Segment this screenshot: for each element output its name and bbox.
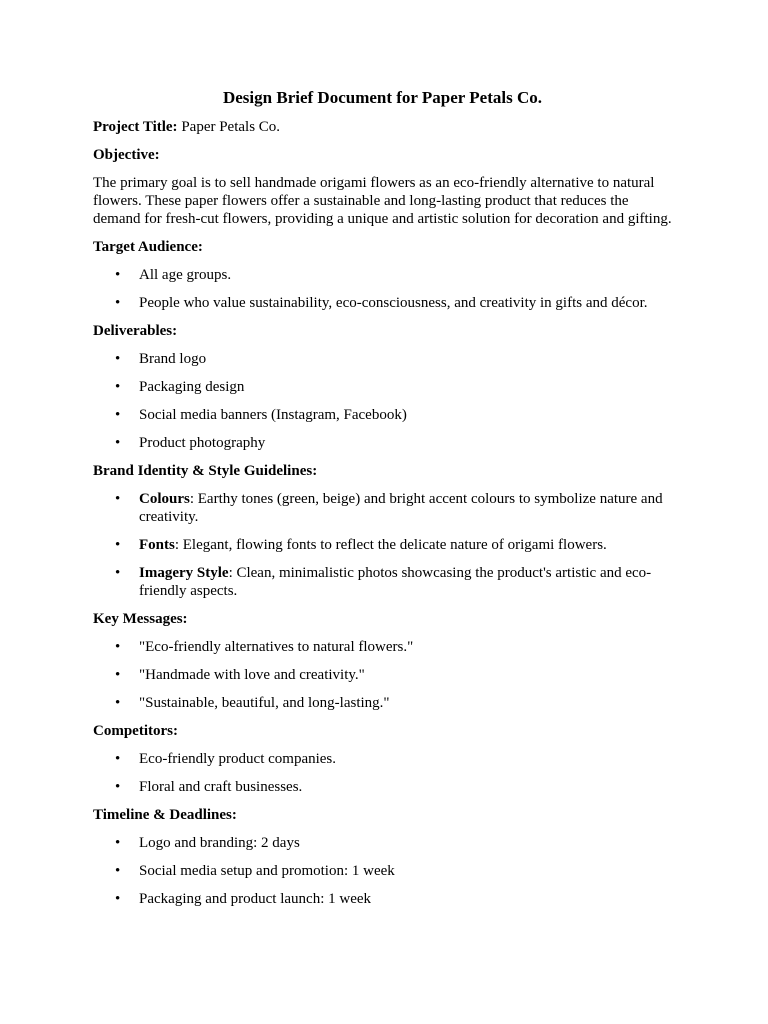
objective-text: The primary goal is to sell handmade origami flowers as an eco-friendly alternative to natural flowers. These paper flowers offer a sustainable and long-lasting product that reduces the demand for fresh-cut flowers, providing a unique and artistic solution for decoration and gifting. xyxy=(93,175,672,227)
list-item xyxy=(139,536,672,554)
objective-heading: Objective: xyxy=(93,147,160,163)
document-title: Design Brief Document for Paper Petals Co. xyxy=(222,88,542,107)
competitors-list xyxy=(93,750,672,796)
list-item: • "Eco-friendly alternatives to natural flowers." xyxy=(139,638,672,656)
imagery-style-key: Imagery Style xyxy=(139,565,229,581)
list-item: • "Handmade with love and creativity." xyxy=(139,666,672,684)
target-audience-heading: Target Audience: xyxy=(93,239,203,255)
deliverables-heading: Deliverables: xyxy=(93,323,178,339)
key-messages-heading: Key Messages: xyxy=(93,611,188,627)
target-audience-list xyxy=(93,266,672,312)
brand-identity-list xyxy=(93,490,672,600)
brand-identity-heading: Brand Identity & Style Guidelines: xyxy=(93,463,318,479)
list-item xyxy=(139,564,672,600)
list-item: • All age groups. xyxy=(139,266,672,284)
imagery-style-text: : Clean, minimalistic photos showcasing the product's artistic and eco-friendly aspects. xyxy=(139,565,652,599)
deliverables-list xyxy=(93,350,672,452)
project-title-value: Paper Petals Co. xyxy=(177,119,281,135)
list-item: • Packaging design xyxy=(139,378,672,396)
project-title-line xyxy=(93,118,672,136)
timeline-heading: Timeline & Deadlines: xyxy=(93,807,237,823)
key-messages-list xyxy=(93,638,672,712)
list-item xyxy=(139,490,672,526)
colours-text: : Earthy tones (green, beige) and bright accent colours to symbolize nature and creativity. xyxy=(139,491,663,525)
list-item: • Packaging and product launch: 1 week xyxy=(139,890,672,908)
list-item: • Social media banners (Instagram, Facebook) xyxy=(139,406,672,424)
list-item: • "Sustainable, beautiful, and long-lasting." xyxy=(139,694,672,712)
list-item: • Floral and craft businesses. xyxy=(139,778,672,796)
colours-key: Colours xyxy=(139,491,190,507)
list-item: • Brand logo xyxy=(139,350,672,368)
list-item: • Social media setup and promotion: 1 week xyxy=(139,862,672,880)
fonts-text: : Elegant, flowing fonts to reflect the delicate nature of origami flowers. xyxy=(174,537,607,553)
list-item: • Eco-friendly product companies. xyxy=(139,750,672,768)
competitors-heading: Competitors: xyxy=(93,723,178,739)
project-title-label: Project Title: xyxy=(93,119,178,135)
timeline-list xyxy=(93,834,672,908)
list-item: • People who value sustainability, eco-consciousness, and creativity in gifts and décor. xyxy=(139,294,672,312)
list-item: • Product photography xyxy=(139,434,672,452)
list-item: • Logo and branding: 2 days xyxy=(139,834,672,852)
fonts-key: Fonts xyxy=(139,537,175,553)
